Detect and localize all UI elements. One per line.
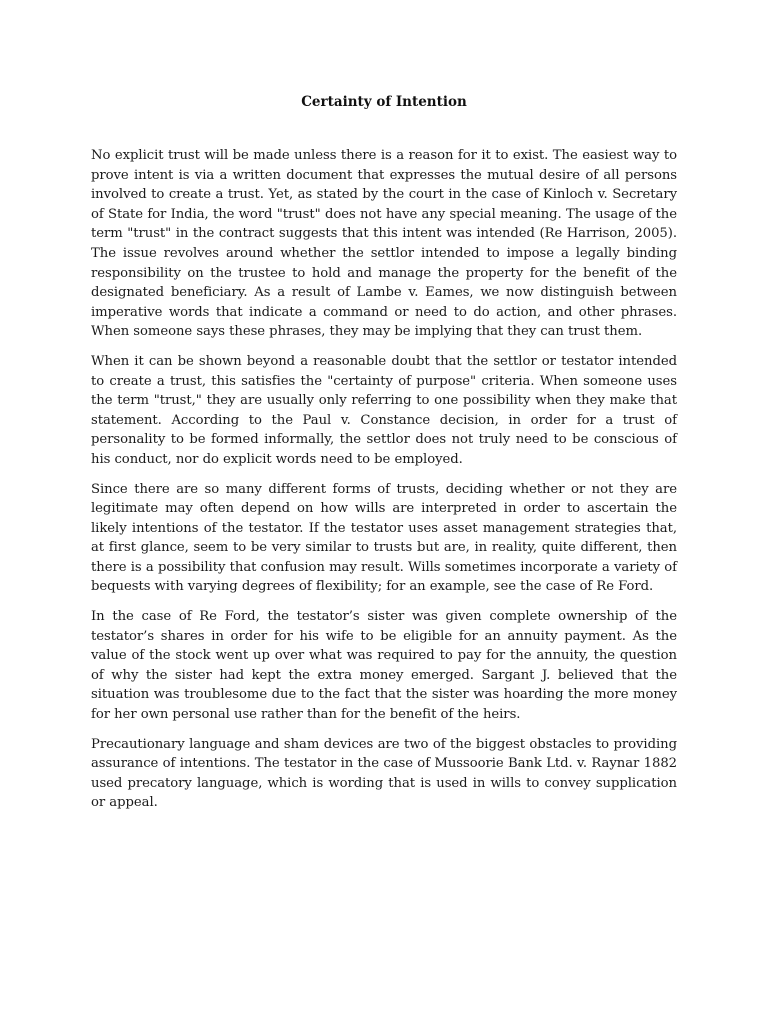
- document-page: [91, 0, 677, 823]
- paragraph-5: Precautionary language and sham devices are two of the biggest obstacles to providing assurance of intentions. The testator in the case of Mussoorie Bank Ltd. v. Raynar 1882 used precatory language, which is wording that is used in wills to convey supplication or appeal.: [91, 736, 677, 811]
- paragraph-2: When it can be shown beyond a reasonable doubt that the settlor or testator intended to create a trust, this satisfies the "certainty of purpose" criteria. When someone uses the term "trust," they are usually only referring to one possibility when they make that statement. According to the Paul v. Constance decision, in order for a trust of personality to be formed informally, the settlor does not truly need to be conscious of his conduct, nor do explicit words need to be employed.: [91, 353, 677, 467]
- paragraph-3: Since there are so many different forms of trusts, deciding whether or not they are legitimate may often depend on how wills are interpreted in order to ascertain the likely intentions of the testator. If the testator uses asset management strategies that, at first glance, seem to be very similar to trusts but are, in reality, quite different, then there is a possibility that confusion may result. Wills sometimes incorporate a variety of bequests with varying degrees of flexibility; for an example, see the case of Re Ford.: [91, 481, 677, 595]
- paragraph-4: In the case of Re Ford, the testator’s sister was given complete ownership of the testator’s shares in order for his wife to be eligible for an annuity payment. As the value of the stock went up over what was required to pay for the annuity, the question of why the sister had kept the extra money emerged. Sargant J. believed that the situation was troublesome due to the fact that the sister was hoarding the more money for her own personal use rather than for the benefit of the heirs.: [91, 609, 677, 723]
- paragraph-1: No explicit trust will be made unless there is a reason for it to exist. The easiest way to prove intent is via a written document that expresses the mutual desire of all persons involved to create a trust. Yet, as stated by the court in the case of Kinloch v. Secretary of State for India, the word "trust" does not have any special meaning. The usage of the term "trust" in the contract suggests that this intent was intended (Re Harrison, 2005). The issue revolves around whether the settlor intended to impose a legally binding responsibility on the trustee to hold and manage the property for the benefit of the designated beneficiary. As a result of Lambe v. Eames, we now distinguish between imperative words that indicate a command or need to do action, and other phrases. When someone says these phrases, they may be implying that they can trust them.: [91, 148, 677, 340]
- document-body: [91, 146, 677, 813]
- document-title: Certainty of Intention: [301, 94, 467, 110]
